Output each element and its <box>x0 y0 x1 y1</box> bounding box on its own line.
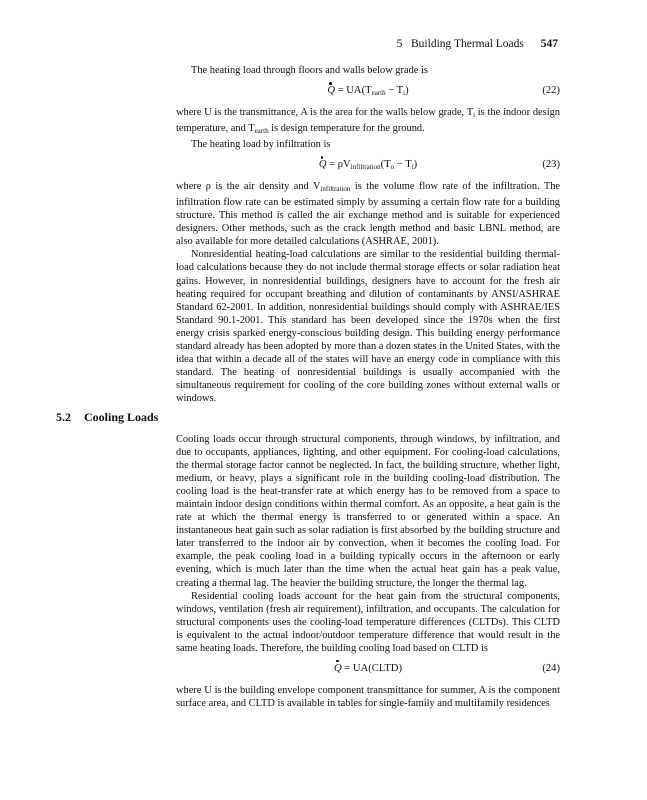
paragraph-floors-where <box>176 106 560 138</box>
equation-23 <box>176 157 560 173</box>
equation-24-number: (24) <box>542 662 560 674</box>
eq-text: − T <box>385 85 404 97</box>
text-run: is the volume flow rate of the infiltration. The infiltration flow rate can be estimated simply by assuming a certain flow rate for a building structure. This method is called the air exchange method and is suitable for experienced designers. Other methods, such as the crack length method and basic LBNL method, are also available for more detailed calculations (ASHRAE, 2001). <box>176 181 561 248</box>
section-heading <box>56 410 158 425</box>
eq-text: ) <box>405 85 409 97</box>
paragraph-residential-cooling: Residential cooling loads account for the heat gain from the structural components, windows, ventilation (fresh air requirement), infiltration, and occupants. The calculation for structural components uses the cooling-load temperature differences (CLTDs). This CLTD is equivalent to the actual indoor/outdoor temperature difference that would result in the same heating loads. Therefore, the building cooling load based on CLTD is <box>176 590 560 654</box>
eq-sub: i <box>403 89 406 98</box>
eq-text: = UA(CLTD) <box>344 662 402 674</box>
eq-sub: o <box>390 163 395 172</box>
equation-23-expression <box>176 157 560 175</box>
text-sub: i <box>473 111 476 120</box>
eq-sub: i <box>411 163 414 172</box>
text-run: where U is the transmittance, A is the area for the walls below grade, T <box>176 107 474 119</box>
eq-sub: earth <box>371 89 386 98</box>
eq-text: ) <box>413 159 418 171</box>
chapter-title: 5 Building Thermal Loads <box>396 38 524 50</box>
eq-sub: infiltration <box>350 163 381 172</box>
paragraph-infiltration-where <box>176 180 560 248</box>
eq-text: = UA(T <box>337 85 372 97</box>
paragraph-cltd-where: where U is the building envelope component transmittance for summer, A is the component surface area, and CLTD is available in tables for single-family and multifamily residences <box>176 684 560 709</box>
section-number: 5.2 <box>56 410 71 424</box>
equation-22-expression <box>176 83 560 101</box>
q-dot-symbol: Q <box>334 661 342 677</box>
text-sub: earth <box>254 127 269 136</box>
paragraph-infiltration-intro: The heating load by infiltration is <box>191 139 331 151</box>
q-dot-symbol: Q <box>319 157 327 173</box>
eq-text: (T <box>380 159 391 171</box>
paragraph-cooling-intro: Cooling loads occur through structural components, through windows, by infiltration, and due to occupants, appliances, lighting, and other equipment. For cooling-load calculations, the thermal storage factor cannot be neglected. In fact, the building structure, whether light, medium, or heavy, plays a significant role in the building cooling-load distribution. The cooling load is the heat-transfer rate at which energy has to be removed from a space to maintain indoor design conditions within thermal comfort. As an opposite, a heat gain is the rate at which the thermal energy is transferred to or generated within a space. An instantaneous heat gain such as solar radiation is first absorbed by the building structure and later transferred to the indoor air by convection, when it becomes the cooling load. For example, the peak cooling load in a building typically occurs in the afternoon or early evening, which is much later than the time when the actual heat gain has a peak value, creating a thermal lag. The heavier the building structure, the longer the thermal lag. <box>176 434 560 589</box>
text-run: where ρ is the air density and V <box>176 181 321 193</box>
equation-24-expression <box>176 661 560 677</box>
paragraph-nonresidential: Nonresidential heating-load calculations are similar to the residential building thermal-load calculations because they do not include thermal storage effects or solar radiation heat gains. However, in nonresidential buildings, designers have to account for the fresh air heating required for occupant breathing and dilution of contaminants by ANSI/ASHRAE Standard 62-2001. In addition, nonresidential buildings should comply with ASHRAE/IES Standard 90.1-2001. This standard has been developed since the 1970s when the first energy crisis sparked energy-conscious building design. This building energy performance standard already has been adopted by more than a dozen states in the United States, with the idea that within a decade all of the states will have an energy code in compliance with this standard. The heating of nonresidential buildings is usually accompanied with the simultaneous requirement for cooling of the core building zones without external walls or windows. <box>176 249 560 404</box>
text-sub: infiltration <box>320 185 351 194</box>
eq-text: − T <box>394 159 412 171</box>
text-block-heating <box>176 64 560 405</box>
running-header <box>150 38 558 50</box>
page-number: 547 <box>540 38 558 50</box>
text-run: is the indoor design temperature, and T <box>176 107 560 135</box>
equation-22-number: (22) <box>542 85 560 97</box>
equation-23-number: (23) <box>542 159 560 171</box>
equation-24 <box>176 661 560 677</box>
eq-text: = ρV <box>329 159 351 171</box>
paragraph-floors-intro: The heating load through floors and walls below grade is <box>191 65 428 76</box>
q-dot-symbol: Q <box>327 83 335 99</box>
section-title: Cooling Loads <box>84 410 159 424</box>
text-block-cooling <box>176 433 560 710</box>
text-run: is design temperature for the ground. <box>268 123 425 135</box>
equation-22 <box>176 83 560 99</box>
